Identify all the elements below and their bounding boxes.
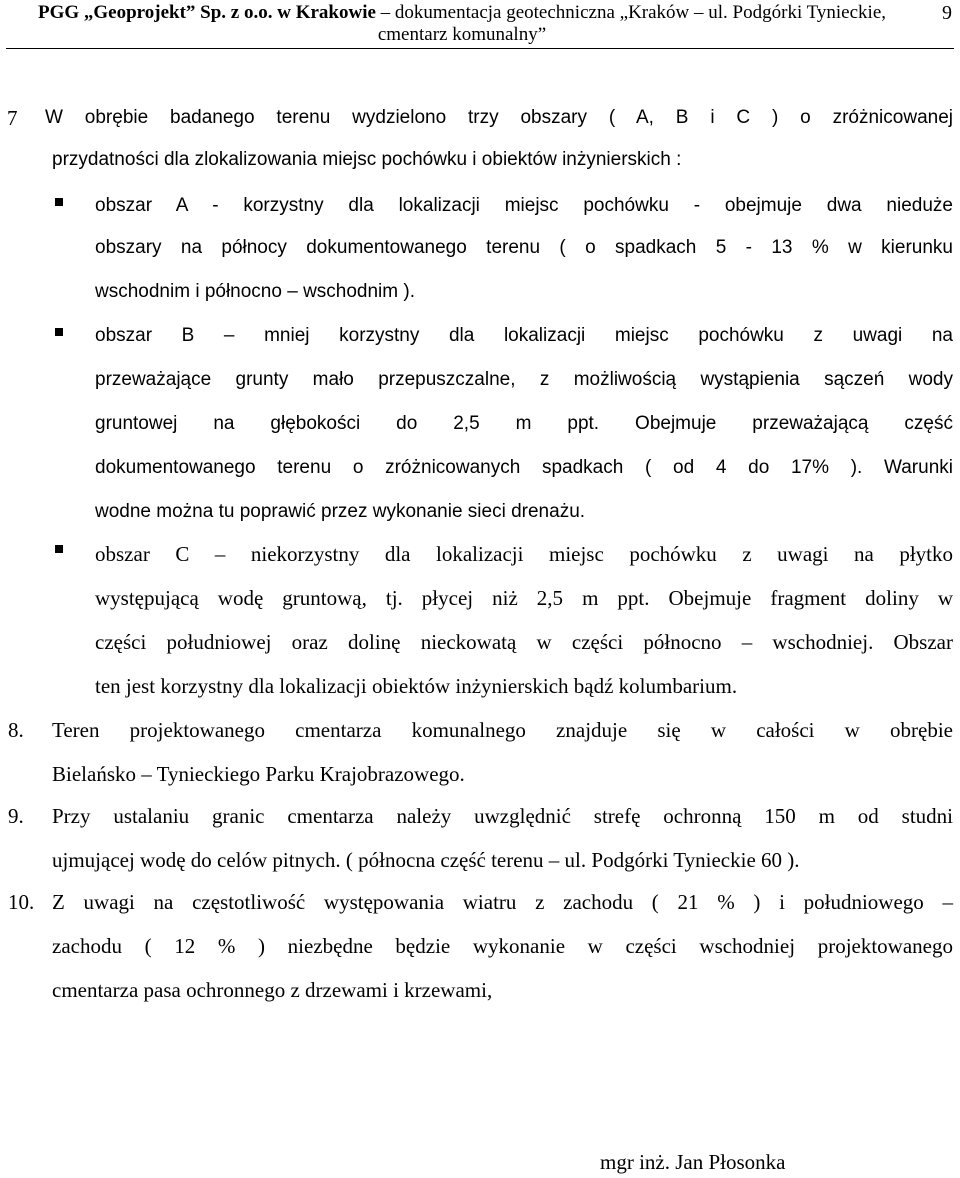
item-7-line-1: W obrębie badanego terenu wydzielono trzy obszary ( A, B i C ) o zróżnicowanej (45, 107, 953, 128)
bullet-marker (55, 545, 63, 553)
item-8-line-1: Teren projektowanego cmentarza komunalnego znajduje się w całości w obrębie (52, 718, 953, 742)
obszar-b-line-4: dokumentowanego terenu o zróżnicowanych spadkach ( od 4 do 17% ). Warunki (95, 457, 953, 478)
obszar-a-line-1: obszar A - korzystny dla lokalizacji miejsc pochówku - obejmuje dwa nieduże (95, 195, 953, 216)
item-10-line-2: zachodu ( 12 % ) niezbędne będzie wykonanie w części wschodniej projektowanego (52, 934, 953, 958)
item-7-number: 7 (7, 106, 18, 130)
item-9-line-2: ujmującej wodę do celów pitnych. ( północna część terenu – ul. Podgórki Tynieckie 60 ). (52, 848, 800, 872)
obszar-b-line-2: przeważające grunty mało przepuszczalne, z możliwością wystąpienia sączeń wody (95, 369, 953, 390)
obszar-c-line-3: części południowej oraz dolinę nieckowatą w części północno – wschodniej. Obszar (95, 630, 953, 654)
obszar-c-line-2: występującą wodę gruntową, tj. płycej niż 2,5 m ppt. Obejmuje fragment doliny w (95, 586, 953, 610)
obszar-b-line-1: obszar B – mniej korzystny dla lokalizacji miejsc pochówku z uwagi na (95, 325, 953, 346)
obszar-b-line-5: wodne można tu poprawić przez wykonanie sieci drenażu. (95, 501, 586, 522)
header-line-1 (6, 2, 918, 24)
header-company: PGG „Geoprojekt” Sp. z o.o. w Krakowie (37, 2, 376, 23)
page-header (6, 2, 954, 49)
page-number: 9 (942, 2, 952, 24)
item-7-line-2: przydatności dla zlokalizowania miejsc pochówku i obiektów inżynierskich : (52, 149, 682, 170)
item-10-line-1: Z uwagi na częstotliwość występowania wiatru z zachodu ( 21 % ) i południowego – (52, 890, 953, 914)
bullet-marker (55, 198, 63, 206)
obszar-a-line-3: wschodnim i północno – wschodnim ). (95, 281, 415, 302)
bullet-marker (55, 328, 63, 336)
obszar-a-line-2: obszary na północy dokumentowanego terenu ( o spadkach 5 - 13 % w kierunku (95, 237, 953, 258)
item-10-line-3: cmentarza pasa ochronnego z drzewami i krzewami, (52, 978, 493, 1002)
signature: mgr inż. Jan Płosonka (600, 1150, 786, 1174)
header-title: – dokumentacja geotechniczna „Kraków – ul. Podgórki Tynieckie, (375, 2, 887, 23)
obszar-c-line-4: ten jest korzystny dla lokalizacji obiektów inżynierskich bądź kolumbarium. (95, 674, 738, 698)
item-10-number: 10. (8, 890, 35, 914)
item-8-number: 8. (8, 718, 24, 742)
item-9-line-1: Przy ustalaniu granic cmentarza należy uwzględnić strefę ochronną 150 m od studni (52, 804, 953, 828)
item-9-number: 9. (8, 804, 24, 828)
item-8-line-2: Bielańsko – Tynieckiego Parku Krajobrazowego. (52, 762, 465, 786)
header-line-2: cmentarz komunalny” (377, 24, 547, 45)
obszar-c-line-1: obszar C – niekorzystny dla lokalizacji miejsc pochówku z uwagi na płytko (95, 542, 953, 566)
obszar-b-line-3: gruntowej na głębokości do 2,5 m ppt. Obejmuje przeważającą część (95, 413, 953, 434)
